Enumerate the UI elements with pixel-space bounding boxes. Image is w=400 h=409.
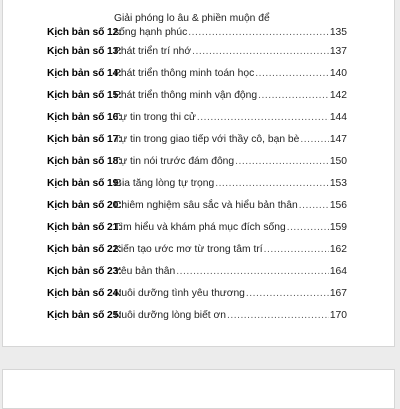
document-page xyxy=(2,0,395,347)
toc-entry-title: Nuôi dưỡng lòng biết ơn xyxy=(114,310,226,321)
toc-entry-label: Kịch bản số 12: xyxy=(47,27,122,38)
toc-entry-title: Giải phóng lo âu & phiền muộn để xyxy=(114,13,270,24)
toc-entry-page: 140 xyxy=(329,68,347,79)
toc-entry-label: Kịch bản số 18: xyxy=(47,156,122,167)
toc-dot-leader xyxy=(235,155,329,169)
toc-dot-leader xyxy=(255,67,329,81)
toc-dot-leader xyxy=(246,287,329,301)
toc-entry-page: 135 xyxy=(329,27,347,38)
toc-entry-page: 167 xyxy=(329,288,347,299)
toc-entry-page: 144 xyxy=(329,112,347,123)
toc-entry[interactable] xyxy=(47,263,347,279)
toc-dot-leader xyxy=(264,243,329,257)
toc-entry-label: Kịch bản số 17: xyxy=(47,134,122,145)
toc-entry-label: Kịch bản số 20: xyxy=(47,200,122,211)
toc-entry-page: 164 xyxy=(329,266,347,277)
toc-entry-page: 137 xyxy=(329,46,347,57)
toc-entry-title: Tự tin trong thi cử xyxy=(114,112,196,123)
toc-entry-page: 162 xyxy=(329,244,347,255)
toc-dot-leader xyxy=(197,111,329,125)
toc-entry-title-cont: sống hạnh phúc xyxy=(114,27,188,38)
toc-entry-page: 147 xyxy=(329,134,347,145)
toc-entry-title: Tự tin nói trước đám đông xyxy=(114,156,235,167)
toc-entry-title: Phát triển thông minh toán học xyxy=(114,68,255,79)
toc-entry-label: Kịch bản số 21: xyxy=(47,222,122,233)
toc-entry-label: Kịch bản số 23: xyxy=(47,266,122,277)
toc-entry-page: 170 xyxy=(329,310,347,321)
toc-dot-leader xyxy=(176,265,329,279)
toc-entry-title: Tìm hiểu và khám phá mục đích sống xyxy=(114,222,286,233)
toc-entry-page: 156 xyxy=(329,200,347,211)
toc-entry-label: Kịch bản số 25: xyxy=(47,310,122,321)
toc-entry[interactable] xyxy=(47,87,347,103)
toc-dot-leader xyxy=(300,133,328,147)
toc-dot-leader xyxy=(192,45,329,59)
toc-entry-label: Kịch bản số 14: xyxy=(47,68,122,79)
toc-entry[interactable] xyxy=(47,109,347,125)
toc-entry-title: Kiến tạo ước mơ từ trong tâm trí xyxy=(114,244,263,255)
toc-entry[interactable] xyxy=(47,131,347,147)
toc-dot-leader xyxy=(188,26,329,40)
toc-entry-title: Yêu bản thân xyxy=(114,266,176,277)
toc-entry[interactable] xyxy=(47,175,347,191)
toc-entry-label: Kịch bản số 22: xyxy=(47,244,122,255)
toc-entry[interactable] xyxy=(47,153,347,169)
toc-entry-page: 159 xyxy=(329,222,347,233)
toc-entry-page: 142 xyxy=(329,90,347,101)
toc-entry-page: 153 xyxy=(329,178,347,189)
toc-entry-page: 150 xyxy=(329,156,347,167)
next-document-page xyxy=(2,369,395,409)
toc-entry-title: Chiêm nghiệm sâu sắc và hiểu bản thân xyxy=(114,200,298,211)
toc-entry-label: Kịch bản số 24: xyxy=(47,288,122,299)
toc-entry-title: Gia tăng lòng tự trọng xyxy=(114,178,215,189)
toc-entry[interactable] xyxy=(47,285,347,301)
toc-entry-label: Kịch bản số 19: xyxy=(47,178,122,189)
toc-dot-leader xyxy=(258,89,329,103)
toc-dot-leader xyxy=(287,221,329,235)
toc-entry[interactable] xyxy=(47,8,347,40)
toc-dot-leader xyxy=(299,199,329,213)
toc-dot-leader xyxy=(215,177,329,191)
toc-entry-title: Tự tin trong giao tiếp với thầy cô, bạn bè xyxy=(114,134,300,145)
toc-entry[interactable] xyxy=(47,43,347,59)
toc-entry-label: Kịch bản số 13: xyxy=(47,46,122,57)
toc-entry[interactable] xyxy=(47,307,347,323)
toc-entry-title: Nuôi dưỡng tình yêu thương xyxy=(114,288,245,299)
toc-dot-leader xyxy=(227,309,329,323)
toc-entry[interactable] xyxy=(47,241,347,257)
toc-entry-title: Phát triển trí nhớ xyxy=(114,46,192,57)
toc-entry-title: Phát triển thông minh vận động xyxy=(114,90,258,101)
toc-entry[interactable] xyxy=(47,197,347,213)
toc-entry[interactable] xyxy=(47,65,347,81)
toc-entry-label: Kịch bản số 15: xyxy=(47,90,122,101)
toc-entry-label: Kịch bản số 16: xyxy=(47,112,122,123)
toc-entry[interactable] xyxy=(47,219,347,235)
